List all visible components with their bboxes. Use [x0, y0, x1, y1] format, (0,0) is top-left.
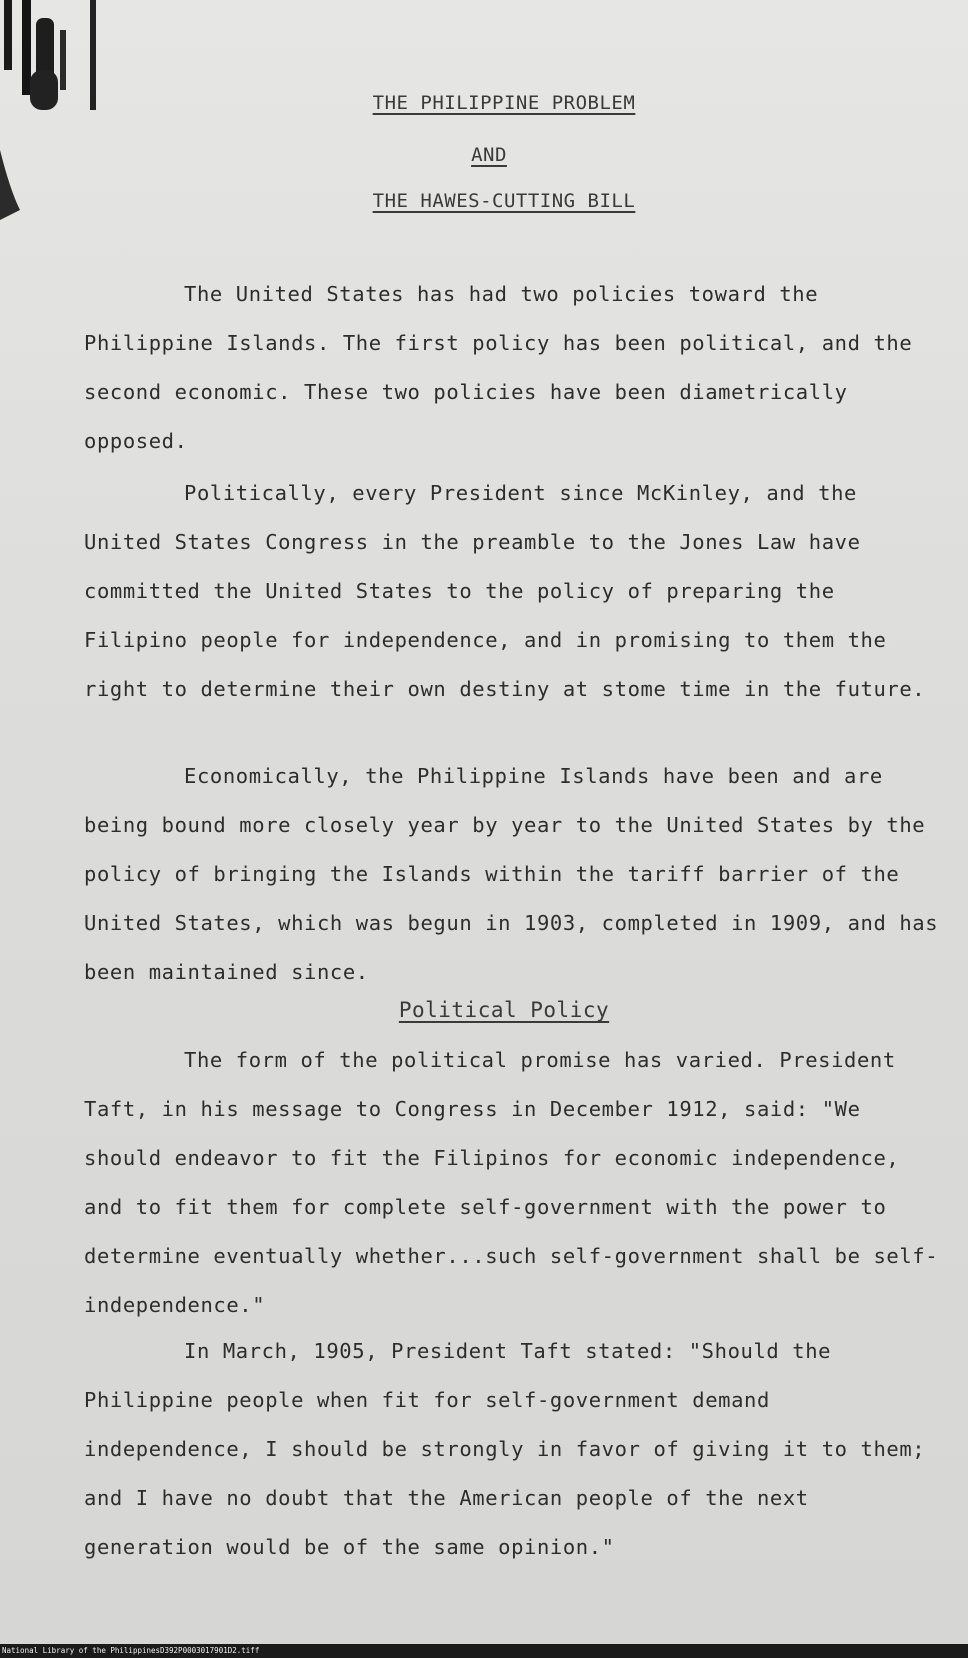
paragraph-1: The United States has had two policies toward the Philippine Islands. The first policy has been political, and the second economic. These two policies have been diametrically opposed.	[84, 282, 913, 453]
section-paragraph-1: The form of the political promise has varied. President Taft, in his message to Congress in December 1912, said: "We should endeavor to fit the Filipinos for economic independence, and to fit them for complete self-government with the power to determine eventually whether...such self-government shall be self-independence."	[84, 1048, 939, 1317]
footer-library: National Library of the Philippines	[2, 1646, 161, 1655]
section-paragraph-2: In March, 1905, President Taft stated: "Should the Philippine people when fit for self-government demand independence, I should be strongly in favor of giving it to them; and I have no doubt that the American people of the next generation would be of the same opinion."	[84, 1339, 926, 1559]
section-heading: Political Policy	[398, 998, 610, 1022]
paragraph-2: Politically, every President since McKinley, and the United States Congress in the preamble to the Jones Law have committed the United States to the policy of preparing the Filipino people for independence, and in promising to them the right to determine their own destiny at stome time in the future.	[84, 481, 926, 701]
footer-filename: D392P0003017901D2.tiff	[160, 1646, 260, 1655]
title-line-2: AND	[471, 144, 507, 166]
paragraph-3: Economically, the Philippine Islands have been and are being bound more closely year by year to the United States by the policy of bringing the Islands within the tariff barrier of the United States, which was begun in 1903, completed in 1909, and has been maintained since.	[84, 764, 939, 984]
scan-footer	[0, 1644, 968, 1658]
title-line-3: THE HAWES-CUTTING BILL	[372, 190, 636, 212]
title-line-1: THE PHILIPPINE PROBLEM	[372, 92, 636, 114]
